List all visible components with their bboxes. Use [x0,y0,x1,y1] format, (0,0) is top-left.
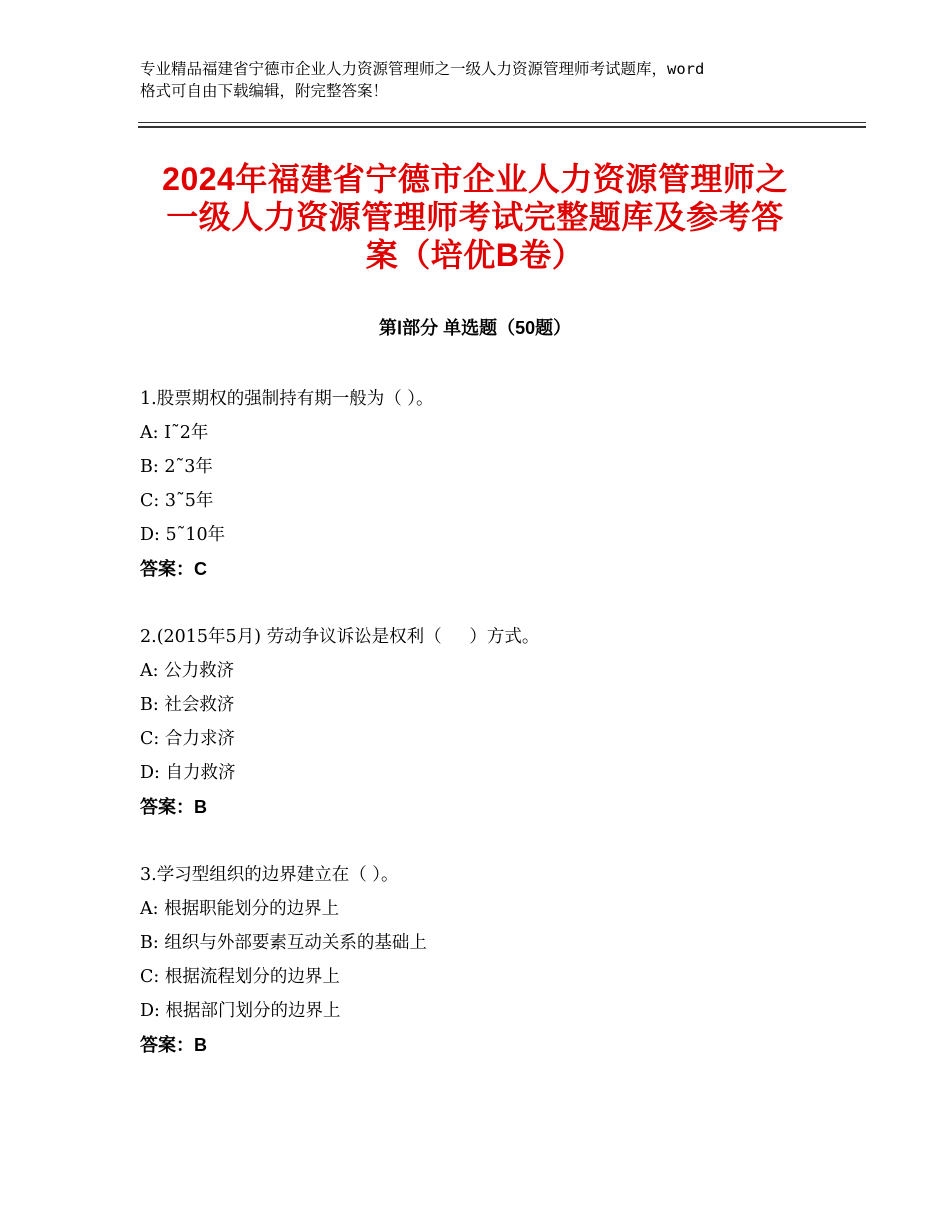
option-c: C: 合力求济 [140,729,235,749]
question-item [140,858,840,1062]
header-note [140,58,830,102]
question-stem: 2.(2015年5月) 劳动争议诉讼是权利（ ）方式。 [140,627,540,647]
document-title-line-3: 案（培优B卷） [365,237,585,273]
answer-text: 答案：B [140,797,207,817]
header-divider-thin [138,122,866,123]
question-stem: 3.学习型组织的边界建立在（ ）。 [140,865,399,885]
answer-text: 答案：B [140,1035,207,1055]
document-title [130,160,820,274]
option-a: A: 公力救济 [140,661,235,681]
question-item [140,620,840,824]
header-note-line-1: 专业精品福建省宁德市企业人力资源管理师之一级人力资源管理师考试题库，word [140,60,705,78]
option-a: A: I˜2年 [140,423,209,443]
option-a: A: 根据职能划分的边界上 [140,899,340,919]
question-item [140,382,840,586]
option-d: D: 根据部门划分的边界上 [140,1001,341,1021]
option-c: C: 3˜5年 [140,491,214,511]
answer-text: 答案：C [140,559,207,579]
section-title: 第Ⅰ部分 单选题（50题） [378,318,572,338]
option-b: B: 社会救济 [140,695,235,715]
question-stem: 1.股票期权的强制持有期一般为（ ）。 [140,389,434,409]
option-b: B: 2˜3年 [140,457,213,477]
option-d: D: 5˜10年 [140,525,226,545]
option-c: C: 根据流程划分的边界上 [140,967,340,987]
header-note-line-2: 格式可自由下载编辑，附完整答案！ [140,82,389,100]
document-title-line-1: 2024年福建省宁德市企业人力资源管理师之 [162,161,788,197]
option-d: D: 自力救济 [140,763,236,783]
header-divider-thick [138,126,866,128]
document-title-line-2: 一级人力资源管理师考试完整题库及参考答 [166,199,784,235]
question-list [140,382,840,1096]
option-b: B: 组织与外部要素互动关系的基础上 [140,933,427,953]
